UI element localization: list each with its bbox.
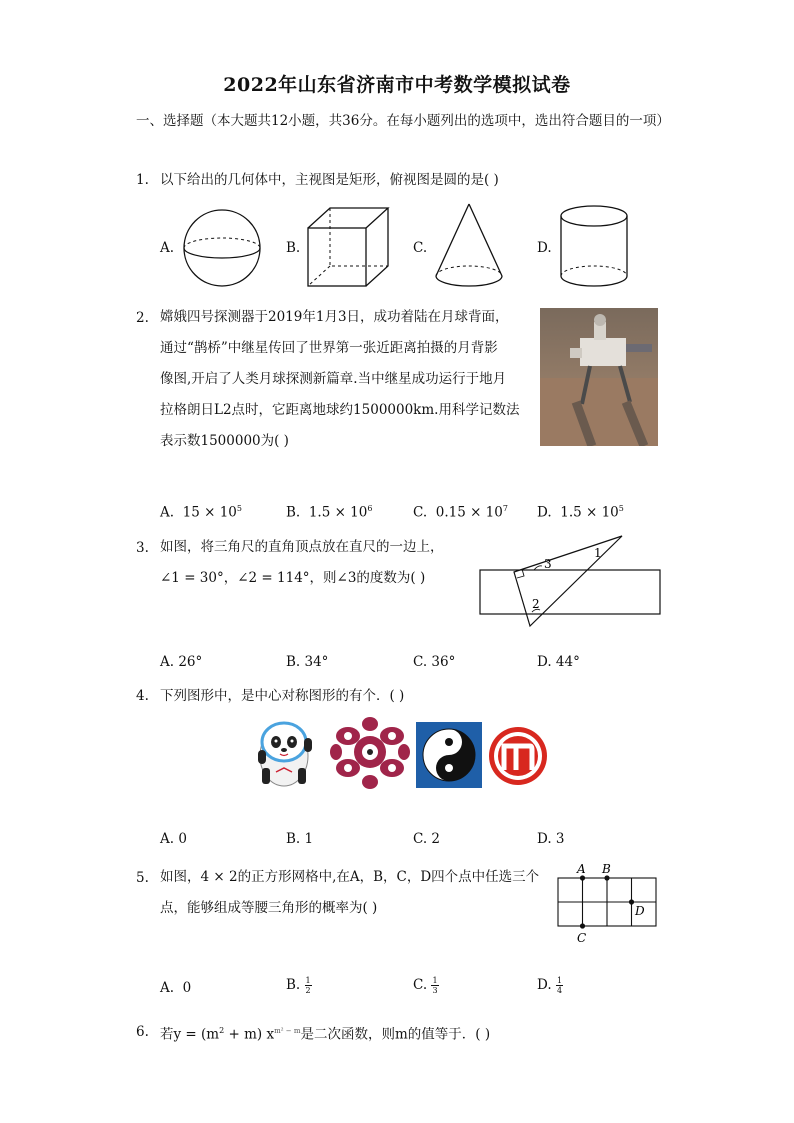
moon-rover-photo	[540, 308, 658, 446]
q5-number: 5.	[136, 870, 149, 886]
q1-option-b: B.	[286, 240, 301, 256]
q6-text: 若$y = (m^2 + m)$ $x^{m^2 - m}$是二次函数，则m的值等于．( )	[160, 1026, 491, 1043]
cube-figure	[304, 204, 394, 290]
q2-line: 通过“鹊桥”中继星传回了世界第一张近距离拍摄的月背影	[160, 340, 498, 356]
section-heading: 一、选择题（本大题共12小题，共36分。在每小题列出的选项中，选出符合题目的一项）	[136, 113, 670, 129]
q2-number: 2.	[136, 310, 149, 326]
q2-line: 嫦娥四号探测器于2019年1月3日，成功着陆在月球背面，	[160, 309, 509, 325]
angle-1-label: 1	[594, 546, 602, 560]
fraction-one-third: $\frac{1}{3}$	[432, 976, 438, 995]
grid-figure	[552, 858, 662, 948]
angle-2-label: 2	[532, 597, 540, 611]
cylinder-figure	[556, 202, 632, 292]
q3-line1: 如图，将三角尺的直角顶点放在直尺的一边上，	[160, 539, 444, 555]
q4-option-b: B. 1	[286, 831, 314, 847]
point-a-label: A	[577, 862, 586, 876]
q3-option-b: B. 34°	[286, 654, 329, 670]
cone-figure	[432, 200, 506, 292]
point-c-label: C	[577, 931, 587, 945]
q2-line: 像图,开启了人类月球探测新篇章.当中继星成功运行于地月	[160, 371, 507, 387]
q1-option-d: D.	[537, 240, 552, 256]
q4-text: 下列图形中，是中心对称图形的有个．( )	[160, 688, 405, 704]
q1-option-a: A.	[160, 240, 175, 256]
q1-text: 以下给出的几何体中，主视图是矩形，俯视图是圆的是( )	[160, 172, 499, 188]
q3-line2: ∠1 = 30°，∠2 = 114°，则∠3的度数为( )	[160, 570, 426, 586]
metro-logo-image	[486, 724, 550, 788]
q5-option-b: B. $\frac{1}{2}$	[286, 976, 311, 995]
q4-number: 4.	[136, 688, 149, 704]
q3-option-d: D. 44°	[537, 654, 580, 670]
q4-option-c: C. 2	[413, 831, 441, 847]
q5-line1: 如图，4 × 2的正方形网格中,在A，B，C，D四个点中任选三个	[160, 869, 540, 885]
point-b-label: B	[602, 862, 611, 876]
q1-number: 1.	[136, 172, 149, 188]
q3-option-c: C. 36°	[413, 654, 456, 670]
sphere-figure	[180, 206, 264, 290]
q2-option-d: D. $1.5 \times 10^5$	[537, 504, 624, 521]
q2-text	[160, 302, 530, 457]
q5-option-a: A. 0	[160, 980, 192, 996]
q2-option-b: B. $1.5 \times 10^6$	[286, 504, 373, 521]
q4-option-d: D. 3	[537, 831, 565, 847]
fraction-one-quarter: $\frac{1}{4}$	[556, 976, 563, 995]
q5-line2: 点，能够组成等腰三角形的概率为( )	[160, 900, 378, 916]
fraction-one-half: $\frac{1}{2}$	[305, 976, 311, 995]
q2-line: 表示数1500000为( )	[160, 433, 289, 449]
triangle-ruler-figure	[476, 532, 666, 632]
paper-cut-pattern-image	[330, 714, 410, 790]
q3-option-a: A. 26°	[160, 654, 203, 670]
q5-option-c: C. $\frac{1}{3}$	[413, 976, 438, 995]
point-d-label: D	[635, 904, 645, 918]
yin-yang-image	[416, 722, 482, 788]
q1-option-c: C.	[413, 240, 428, 256]
q3-number: 3.	[136, 540, 149, 556]
exam-title: 2022年山东省济南市中考数学模拟试卷	[223, 74, 571, 96]
q5-option-d: D. $\frac{1}{4}$	[537, 976, 563, 995]
q2-option-a: A. $15 \times 10^5$	[160, 504, 242, 521]
q2-line: 拉格朗日L2点时，它距离地球约1500000km.用科学记数法	[160, 402, 520, 418]
angle-3-label: 3	[544, 557, 552, 571]
q4-option-a: A. 0	[160, 831, 187, 847]
panda-mascot-image	[244, 710, 324, 790]
q6-number: 6.	[136, 1024, 149, 1040]
q2-option-c: C. $0.15 \times 10^7$	[413, 504, 508, 521]
